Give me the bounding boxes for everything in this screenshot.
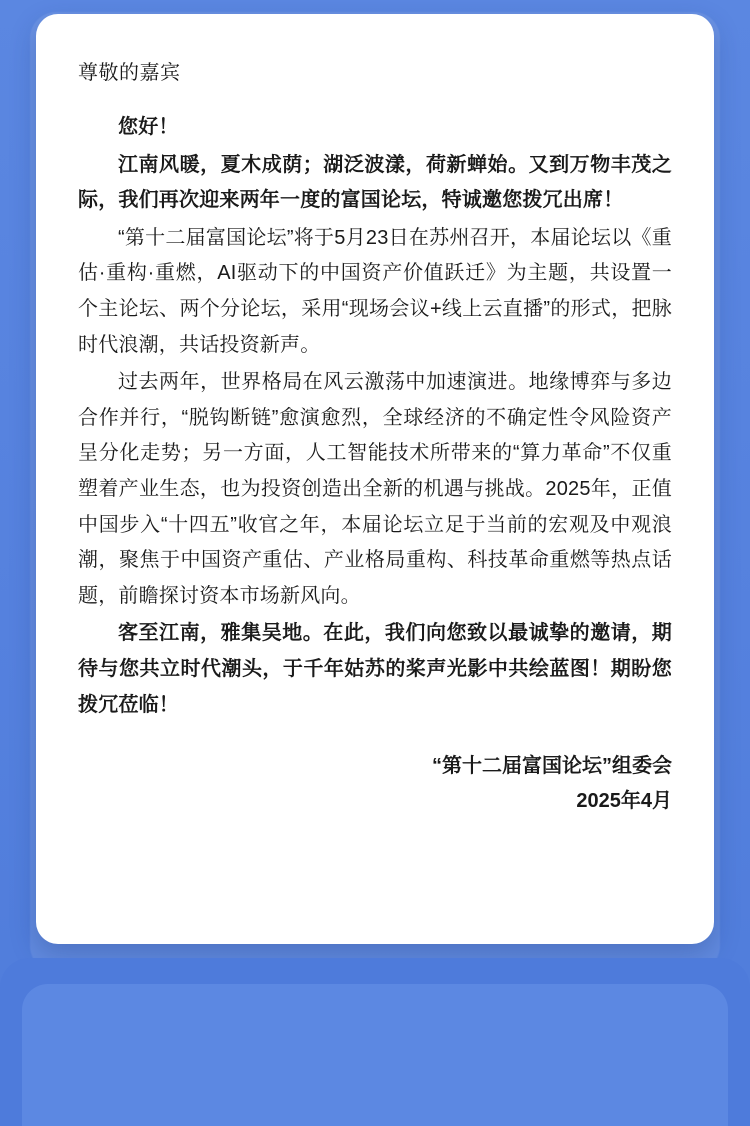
paragraph-background: 过去两年，世界格局在风云激荡中加速演进。地缘博弈与多边合作并行，“脱钩断链”愈演愈烈，全球经济的不确定性令风险资产呈分化走势；另一方面，人工智能技术所带来的“算力革命”不仅重塑着产业生态，也为投资创造出全新的机遇与挑战。2025年，正值中国步入“十四五”收官之年，本届论坛立足于当前的宏观及中观浪潮，聚焦于中国资产重估、产业格局重构、科技革命重燃等热点话题，前瞻探讨资本市场新风向。 <box>78 371 672 607</box>
signature-organization: “第十二届富国论坛”组委会 <box>432 755 672 778</box>
salutation: 尊敬的嘉宾 <box>78 62 181 84</box>
paragraph-invitation: 江南风暖，夏木成荫；湖泛波漾，荷新蝉始。又到万物丰茂之际，我们再次迎来两年一度的富国论坛，特诚邀您拨冗出席！ <box>78 153 672 212</box>
bottom-panel-inner <box>22 984 728 1126</box>
paragraph-greeting: 您好！ <box>118 116 179 138</box>
paragraph-closing: 客至江南，雅集吴地。在此，我们向您致以最诚挚的邀请，期待与您共立时代潮头，于千年姑苏的桨声光影中共绘蓝图！期盼您拨冗莅临！ <box>78 622 672 716</box>
signature-date: 2025年4月 <box>576 790 672 813</box>
invitation-card <box>36 14 714 944</box>
paragraph-forum-details: “第十二届富国论坛”将于5月23日在苏州召开，本届论坛以《重估·重构·重燃，AI驱动下的中国资产价值跃迁》为主题，共设置一个主论坛、两个分论坛，采用“现场会议+线上云直播”的形式，把脉时代浪潮，共话投资新声。 <box>78 226 672 356</box>
signature-block <box>78 749 672 819</box>
